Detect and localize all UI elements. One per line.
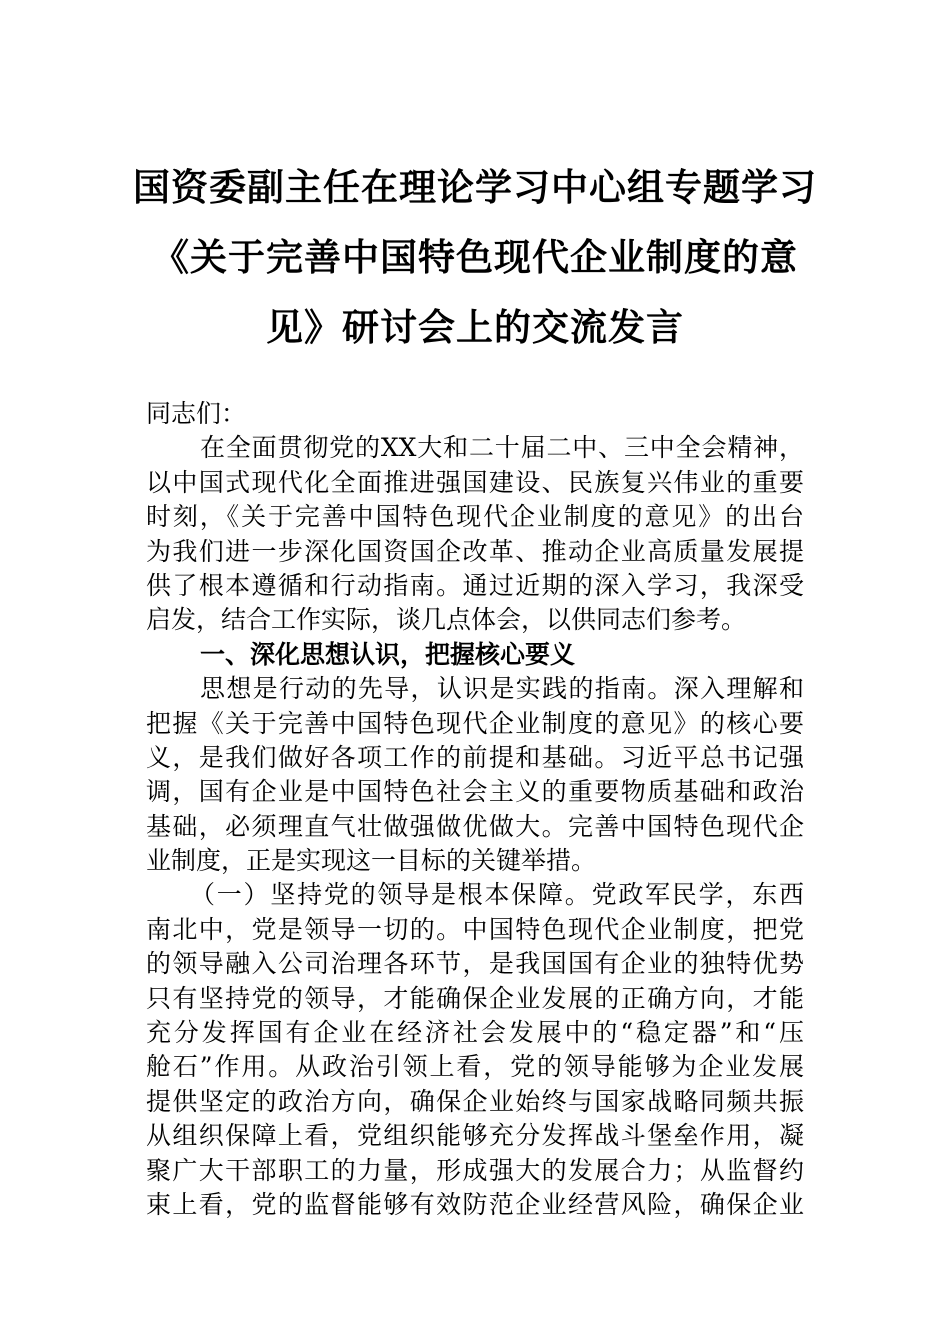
paragraph-line: 提供坚定的政治方向，确保企业始终与国家战略同频共振 [146,1086,804,1116]
paragraph-line: 时刻，《关于完善中国特色现代企业制度的意见》的出台 [146,502,804,532]
section-heading: 一、深化思想认识，把握核心要义 [200,639,576,669]
paragraph-line: （一）坚持党的领导是根本保障。党政军民学，东西 [190,880,804,910]
salutation: 同志们： [146,399,247,428]
paragraph-line: 的领导融入公司治理各环节，是我国国有企业的独特优势 [146,949,804,979]
paragraph-line: 在全面贯彻党的XX大和二十届二中、三中全会精神， [200,433,804,463]
paragraph-line: 以中国式现代化全面推进强国建设、民族复兴伟业的重要 [146,467,804,497]
paragraph-line: 束上看，党的监督能够有效防范企业经营风险，确保企业 [146,1189,804,1219]
paragraph-line: 思想是行动的先导，认识是实践的指南。深入理解和 [200,674,804,704]
paragraph-line: 业制度，正是实现这一目标的关键举措。 [146,846,597,876]
paragraph-line: 把握《关于完善中国特色现代企业制度的意见》的核心要 [146,708,804,738]
paragraph-line: 为我们进一步深化国资国企改革、推动企业高质量发展提 [146,536,804,566]
paragraph-line: 基础，必须理直气壮做强做优做大。完善中国特色现代企 [146,811,804,841]
title-line-1: 国资委副主任在理论学习中心组专题学习 [133,165,817,209]
title-line-3: 见》研讨会上的交流发言 [266,305,684,349]
paragraph-line: 舱石”作用。从政治引领上看，党的领导能够为企业发展 [146,1052,804,1082]
document-body [146,397,804,1222]
document-title [120,152,830,362]
title-line-2: 《关于完善中国特色现代企业制度的意 [152,235,798,279]
paragraph-line: 聚广大干部职工的力量，形成强大的发展合力；从监督约 [146,1155,804,1185]
paragraph-line: 启发，结合工作实际，谈几点体会，以供同志们参考。 [146,605,747,635]
paragraph-line: 南北中，党是领导一切的。中国特色现代企业制度，把党 [146,914,804,944]
paragraph-line: 供了根本遵循和行动指南。通过近期的深入学习，我深受 [146,570,804,600]
paragraph-line: 只有坚持党的领导，才能确保企业发展的正确方向，才能 [146,983,804,1013]
paragraph-line: 从组织保障上看，党组织能够充分发挥战斗堡垒作用，凝 [146,1121,804,1151]
paragraph-line: 义，是我们做好各项工作的前提和基础。习近平总书记强 [146,742,804,772]
paragraph-line: 充分发挥国有企业在经济社会发展中的“稳定器”和“压 [146,1018,804,1048]
paragraph-line: 调，国有企业是中国特色社会主义的重要物质基础和政治 [146,777,804,807]
